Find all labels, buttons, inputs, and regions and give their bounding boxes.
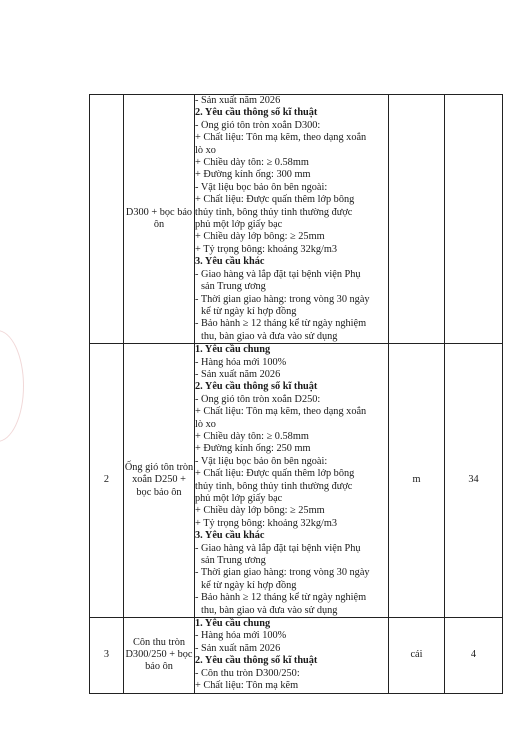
requirement-line: - Giao hàng và lắp đặt tại bệnh viện Phụ (195, 268, 361, 280)
red-seal-stamp (0, 330, 24, 442)
requirement-line: sản Trung ương (201, 281, 266, 293)
requirement-line: + Chiều dày tôn: ≥ 0.58mm (195, 157, 309, 169)
table-row (90, 618, 503, 693)
unit-cell (389, 95, 445, 344)
item-name-cell: D300 + bọc bảo ôn (124, 95, 195, 344)
requirement-line: - Sản xuất năm 2026 (195, 95, 281, 106)
requirement-line: + Chất liệu: Tôn mạ kẽm, theo dạng xoắn (195, 406, 367, 418)
requirements-cell (195, 344, 389, 618)
requirements-cell (195, 95, 389, 344)
item-number-cell: 2 (90, 344, 124, 618)
requirement-line: - Bảo hành ≥ 12 tháng kể từ ngày nghiệm (195, 318, 367, 330)
requirements-cell (195, 618, 389, 693)
requirement-line: + Chiều dày lớp bông: ≥ 25mm (195, 505, 325, 517)
item-name-cell: Côn thu tròn D300/250 + bọc bảo ôn (124, 618, 195, 693)
item-number-cell: 3 (90, 618, 124, 693)
requirement-line: kể từ ngày kí hợp đồng (201, 305, 297, 317)
quantity-cell: 34 (445, 344, 503, 618)
table-row (90, 95, 503, 344)
requirement-line: + Chất liệu: Được quấn thêm lớp bông (195, 468, 355, 480)
requirement-line: + Chất liệu: Tôn mạ kẽm, theo dạng xoắn (195, 132, 367, 144)
requirement-line: lò xo (195, 144, 216, 156)
requirement-line: lò xo (195, 418, 216, 430)
requirement-line: - Ống gió tôn tròn xoắn D300: (195, 119, 321, 131)
requirement-line: - Vật liệu bọc bảo ôn bên ngoài: (195, 181, 328, 193)
requirement-line: - Bảo hành ≥ 12 tháng kể từ ngày nghiệm (195, 592, 367, 604)
specification-table (89, 94, 503, 694)
requirement-heading: 3. Yêu cầu khác (195, 530, 265, 542)
requirement-heading: 1. Yêu cầu chung (195, 618, 271, 630)
requirement-line: - Hàng hóa mới 100% (195, 630, 287, 642)
unit-cell: m (389, 344, 445, 618)
requirement-line: - Sản xuất năm 2026 (195, 368, 281, 380)
requirement-line: + Chiều dày lớp bông: ≥ 25mm (195, 231, 325, 243)
quantity-cell (445, 95, 503, 344)
requirement-line: + Đường kính ống: 300 mm (195, 169, 311, 181)
requirement-line: phủ một lớp giấy bạc (195, 493, 283, 504)
requirement-line: + Chất liệu: Tôn mạ kẽm (195, 680, 299, 692)
requirement-line: - Thời gian giao hàng: trong vòng 30 ngày (195, 567, 370, 579)
requirement-heading: 2. Yêu cầu thông số kĩ thuật (195, 381, 318, 393)
table-body (90, 95, 503, 694)
item-number-cell (90, 95, 124, 344)
requirement-heading: 2. Yêu cầu thông số kĩ thuật (195, 107, 318, 119)
unit-cell: cái (389, 618, 445, 693)
requirement-line: + Chất liệu: Được quấn thêm lớp bông (195, 194, 355, 206)
requirement-line: sản Trung ương (201, 555, 266, 567)
requirement-line: + Đường kính ống: 250 mm (195, 443, 311, 455)
requirement-line: thu, bàn giao và đưa vào sử dụng (201, 604, 338, 616)
requirement-line: thủy tinh, bông thủy tinh thường được (195, 480, 353, 492)
requirement-line: kể từ ngày kí hợp đồng (201, 579, 297, 591)
requirement-line: + Chiều dày tôn: ≥ 0.58mm (195, 430, 309, 442)
requirement-line: - Vật liệu bọc bảo ôn bên ngoài: (195, 455, 328, 467)
requirement-line: - Ống gió tôn tròn xoắn D250: (195, 393, 321, 405)
table-row (90, 344, 503, 618)
requirement-heading: 3. Yêu cầu khác (195, 256, 265, 268)
requirement-heading: 1. Yêu cầu chung (195, 344, 271, 356)
requirement-line: phủ một lớp giấy bạc (195, 219, 283, 231)
requirement-line: + Tỷ trọng bông: khoảng 32kg/m3 (195, 243, 338, 255)
requirement-line: - Côn thu tròn D300/250: (195, 667, 300, 679)
requirement-line: thu, bàn giao và đưa vào sử dụng (201, 330, 338, 342)
item-name-cell: Ống gió tôn tròn xoắn D250 + bọc bảo ôn (124, 344, 195, 618)
quantity-cell: 4 (445, 618, 503, 693)
requirement-line: - Sản xuất năm 2026 (195, 642, 281, 654)
requirement-line: - Thời gian giao hàng: trong vòng 30 ngày (195, 293, 370, 305)
requirement-line: thủy tinh, bông thủy tinh thường được (195, 206, 353, 218)
requirement-line: + Tỷ trọng bông: khoảng 32kg/m3 (195, 517, 338, 529)
requirement-line: - Hàng hóa mới 100% (195, 356, 287, 368)
requirement-heading: 2. Yêu cầu thông số kĩ thuật (195, 655, 318, 667)
requirement-line: - Giao hàng và lắp đặt tại bệnh viện Phụ (195, 542, 361, 554)
